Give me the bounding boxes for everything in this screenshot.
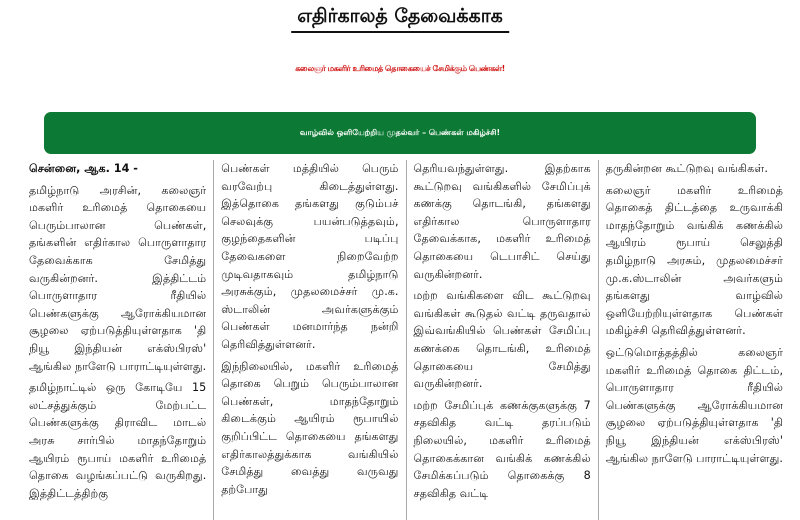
article-column-1 xyxy=(22,160,214,520)
article-paragraph: தமிழ்நாட்டில் ஒரு கோடியே 15 லட்சத்துக்கும் மேற்பட்ட பெண்களுக்கு திராவிட மாடல் அரசு சார்பில் மாதந்தோறும் ஆயிரம் ரூபாய் மகளிர் உரிமைத் தொகை வழங்கப்பட்டு வருகிறது. இத்திட்டத்திற்கு xyxy=(29,381,207,500)
article-paragraph: ஒட்டுமொத்தத்தில் கலைஞர் மகளிர் உரிமைத் தொகை திட்டம், பொருளாதார ரீதியில் பெண்களுக்கு ஆரோக்கியமான சூழலை ஏற்படுத்தியுள்ளதாக 'தி நியூ இந்தியன் எக்ஸ்பிரஸ்' ஆங்கில நாளேடு பாராட்டியுள்ளது. xyxy=(605,345,783,465)
article-paragraph: பெண்கள் மத்தியில் பெரும் வரவேற்பு கிடைத்துள்ளது. இத்தொகை தங்களது குடும்பச் செலவுக்கு பயன்படுத்தவும், குழந்தைகளின் படிப்பு தேவைகளை நிறைவேற்ற முடிவதாகவும் தமிழ்நாடு அரசுக்கும், முதலமைச்சர் மு.க. ஸ்டாலின் அவர்களுக்கும் பெண்கள் மனமார்ந்த நன்றி தெரிவித்துள்ளனர். xyxy=(221,162,399,351)
article-paragraph: மற்ற சேமிப்புக் கணக்குகளுக்கு 7 சதவிகித வட்டி தரப்படும் நிலையில், மகளிர் உரிமைத் தொகைக்கான வங்கிக் கணக்கில் சேமிக்கப்படும் தொகைக்கு 8 சதவிகித வட்டி xyxy=(413,398,591,500)
article-paragraph: தெரியவந்துள்ளது. இதற்காக கூட்டுறவு வங்கிகளில் சேமிப்புக் கணக்கு தொடங்கி, தங்களது எதிர்கால பொருளாதார தேவைக்காக, மகளிர் உரிமைத் தொகையை டெபாசிட் செய்து வருகின்றனர். xyxy=(413,162,591,281)
kicker-title: எதிர்காலத் தேவைக்காக xyxy=(291,5,509,33)
article-paragraph: தமிழ்நாடு அரசின், கலைஞர் மகளிர் உரிமைத் தொகையை பெரும்பாலான பெண்கள், தங்களின் எதிர்கால பொருளாதார தேவைக்காக சேமித்து வருகின்றனர். இத்திட்டம் பொருளாதார ரீதியில் பெண்களுக்கு ஆரோக்கியமான சூழலை ஏற்படுத்தியுள்ளதாக 'தி நியூ இந்தியன் எக்ஸ்பிரஸ்' ஆங்கில நாளேடு பாராட்டியுள்ளது. xyxy=(29,183,207,373)
headline: கலைஞர் மகளிர் உரிமைத் தொகையைச் சேமிக்கும் பெண்கள்! xyxy=(295,64,505,73)
article-body xyxy=(22,160,790,520)
subheadline-banner: வாழ்வில் ஒளியேற்றிய முதல்வர் – பெண்கள் மகிழ்ச்சி! xyxy=(44,112,756,154)
article-paragraph: மற்ற வங்கிகளை விட கூட்டுறவு வங்கிகள் கூடுதல் வட்டி தருவதால் இவ்வங்கியில் பெண்கள் சேமிப்பு கணக்கை தொடங்கி, உரிமைத் தொகையை சேமித்து வருகின்றனர். xyxy=(413,289,591,391)
article-paragraph: தருகின்றன கூட்டுறவு வங்கிகள். xyxy=(605,162,768,175)
article-column-4 xyxy=(599,160,790,520)
dateline: சென்னை, ஆக. 14 - xyxy=(29,162,138,175)
article-paragraph: இந்நிலையில், மகளிர் உரிமைத் தொகை பெறும் பெரும்பாலான பெண்கள், மாதந்தோறும் கிடைக்கும் ஆயிரம் ரூபாயில் குறிப்பிட்ட தொகையை தங்களது எதிர்காலத்துக்காக வங்கியில் சேமித்து வைத்து வருவது தற்போது xyxy=(221,359,399,496)
article-paragraph: கலைஞர் மகளிர் உரிமைத் தொகைத் திட்டத்தை உருவாக்கி மாதந்தோறும் வங்கிக் கணக்கில் ஆயிரம் ரூபாய் செலுத்தி தமிழ்நாடு அரசும், முதலமைச்சர் மு.க.ஸ்டாலின் அவர்களும் தங்களது வாழ்வில் ஒளியேற்றியுள்ளதாக பெண்கள் மகிழ்ச்சி தெரிவித்துள்ளனர். xyxy=(605,183,783,338)
article-column-3 xyxy=(407,160,599,520)
article-column-2 xyxy=(214,160,406,520)
